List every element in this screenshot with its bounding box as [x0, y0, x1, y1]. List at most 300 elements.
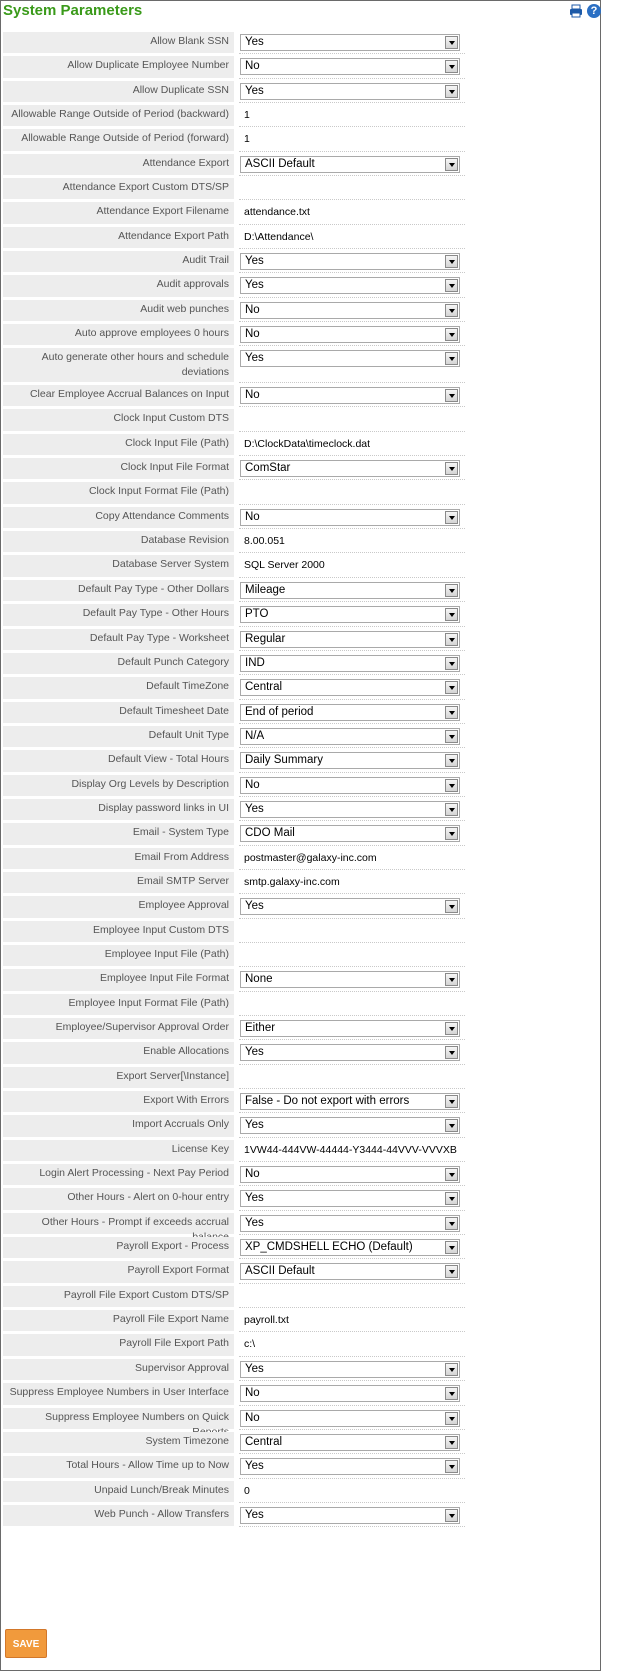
selected-value: No — [245, 510, 260, 523]
selected-value: No — [245, 60, 260, 73]
parameter-row — [2, 177, 600, 201]
selected-value: No — [245, 1411, 260, 1424]
chevron-down-icon[interactable] — [445, 827, 458, 840]
parameter-label: Default Unit Type — [3, 726, 234, 747]
parameter-row — [2, 323, 600, 347]
selected-value: Yes — [245, 1119, 264, 1132]
parameter-label: Audit web punches — [3, 300, 234, 321]
row-divider — [239, 528, 465, 529]
parameter-row — [2, 55, 600, 79]
chevron-down-icon[interactable] — [445, 706, 458, 719]
parameter-row — [2, 104, 600, 128]
parameter-select[interactable] — [240, 728, 460, 745]
chevron-down-icon[interactable] — [445, 304, 458, 317]
row-divider — [239, 601, 465, 602]
parameter-select[interactable] — [240, 1117, 460, 1134]
parameter-select[interactable] — [240, 606, 460, 623]
parameter-row — [2, 1260, 600, 1284]
parameter-label: Audit approvals — [3, 275, 234, 296]
chevron-down-icon[interactable] — [445, 279, 458, 292]
parameter-value: 1 — [244, 109, 250, 122]
selected-value: N/A — [245, 729, 265, 742]
parameter-select[interactable] — [240, 1361, 460, 1378]
selected-value: No — [245, 1387, 260, 1400]
parameter-label: Enable Allocations — [3, 1042, 234, 1063]
row-divider — [239, 1088, 465, 1089]
selected-value: Yes — [245, 1460, 264, 1473]
row-divider — [239, 772, 465, 773]
parameter-select[interactable] — [240, 971, 460, 988]
parameter-label: Suppress Employee Numbers in User Interface — [3, 1383, 234, 1404]
row-divider — [239, 53, 465, 54]
selected-value: ASCII Default — [245, 1265, 315, 1278]
parameter-label: Allowable Range Outside of Period (forward) — [3, 129, 234, 150]
selected-value: No — [245, 389, 260, 402]
parameter-label: Database Revision — [3, 531, 234, 552]
chevron-down-icon[interactable] — [445, 1168, 458, 1181]
row-divider — [239, 345, 465, 346]
parameter-select[interactable] — [240, 1020, 460, 1037]
row-divider — [239, 175, 465, 176]
row-divider — [239, 1137, 465, 1138]
parameter-label: Payroll Export - Process — [3, 1237, 234, 1258]
parameter-label: Email SMTP Server — [3, 872, 234, 893]
parameter-row — [2, 250, 600, 274]
parameter-label: Employee Input File (Path) — [3, 945, 234, 966]
parameter-value: smtp.galaxy-inc.com — [244, 875, 340, 888]
row-divider — [239, 1258, 465, 1259]
row-divider — [239, 126, 465, 127]
parameter-row — [2, 725, 600, 749]
row-divider — [239, 674, 465, 675]
parameter-row — [2, 408, 600, 432]
chevron-down-icon[interactable] — [445, 1217, 458, 1230]
parameter-label: Export With Errors — [3, 1091, 234, 1112]
row-divider — [239, 552, 465, 553]
parameter-label: Auto approve employees 0 hours — [3, 324, 234, 345]
row-divider — [239, 1283, 465, 1284]
parameter-label: Allow Duplicate SSN — [3, 81, 234, 102]
row-divider — [239, 297, 465, 298]
chevron-down-icon[interactable] — [445, 1387, 458, 1400]
parameter-row — [2, 299, 600, 323]
page-title: System Parameters — [3, 2, 143, 19]
parameter-row — [2, 1431, 600, 1455]
selected-value: Yes — [245, 84, 264, 97]
row-divider — [239, 1234, 465, 1235]
parameter-row — [2, 80, 600, 104]
selected-value: CDO Mail — [245, 827, 295, 840]
parameter-row — [2, 1236, 600, 1260]
parameter-label: Email From Address — [3, 848, 234, 869]
parameter-row — [2, 1017, 600, 1041]
parameter-row — [2, 506, 600, 530]
chevron-down-icon[interactable] — [445, 1046, 458, 1059]
row-divider — [239, 382, 465, 383]
row-divider — [239, 1356, 465, 1357]
chevron-down-icon[interactable] — [445, 85, 458, 98]
parameter-row — [2, 1041, 600, 1065]
selected-value: Daily Summary — [245, 754, 323, 767]
parameter-row — [2, 749, 600, 773]
parameter-row — [2, 774, 600, 798]
parameter-select[interactable] — [240, 1044, 460, 1061]
row-divider — [239, 942, 465, 943]
selected-value: Central — [245, 681, 283, 694]
row-divider — [239, 102, 465, 103]
row-divider — [239, 796, 465, 797]
chevron-down-icon[interactable] — [445, 584, 458, 597]
parameter-label: Default Punch Category — [3, 653, 234, 674]
row-divider — [239, 1161, 465, 1162]
parameter-row — [2, 871, 600, 895]
parameter-value: c:\ — [244, 1338, 256, 1351]
parameter-row — [2, 1066, 600, 1090]
parameter-label: Clock Input Custom DTS — [3, 409, 234, 430]
row-divider — [239, 78, 465, 79]
selected-value: No — [245, 1168, 260, 1181]
parameter-row — [2, 628, 600, 652]
selected-value: ComStar — [245, 462, 291, 475]
chevron-down-icon[interactable] — [445, 657, 458, 670]
row-divider — [239, 151, 465, 152]
selected-value: PTO — [245, 608, 269, 621]
parameter-value: postmaster@galaxy-inc.com — [244, 851, 377, 864]
parameter-label: Email - System Type — [3, 823, 234, 844]
chevron-down-icon[interactable] — [445, 1095, 458, 1108]
parameter-label: Clock Input Format File (Path) — [3, 482, 234, 503]
selected-value: Yes — [245, 1046, 264, 1059]
parameter-select[interactable] — [240, 679, 460, 696]
row-divider — [239, 626, 465, 627]
parameter-label: Export Server[\Instance] — [3, 1067, 234, 1088]
row-divider — [239, 272, 465, 273]
row-divider — [239, 869, 465, 870]
row-divider — [239, 723, 465, 724]
parameter-select[interactable] — [240, 825, 460, 842]
parameter-row — [2, 128, 600, 152]
row-divider — [239, 431, 465, 432]
row-divider — [239, 1502, 465, 1503]
chevron-down-icon[interactable] — [445, 1192, 458, 1205]
parameter-row — [2, 1455, 600, 1479]
row-divider — [239, 577, 465, 578]
parameter-label: Employee Approval — [3, 896, 234, 917]
parameter-select[interactable] — [240, 387, 460, 404]
selected-value: Yes — [245, 1192, 264, 1205]
row-divider — [239, 1307, 465, 1308]
parameter-select[interactable] — [240, 326, 460, 343]
parameter-label: Payroll File Export Path — [3, 1334, 234, 1355]
row-divider — [239, 1185, 465, 1186]
parameter-select[interactable] — [240, 1190, 460, 1207]
parameter-label: Total Hours - Allow Time up to Now — [3, 1456, 234, 1477]
parameter-label: Default Timesheet Date — [3, 702, 234, 723]
parameter-select[interactable] — [240, 1093, 460, 1110]
chevron-down-icon[interactable] — [445, 900, 458, 913]
row-divider — [239, 1380, 465, 1381]
chevron-down-icon[interactable] — [445, 352, 458, 365]
parameter-value: SQL Server 2000 — [244, 559, 325, 572]
parameter-row — [2, 920, 600, 944]
parameter-row — [2, 1309, 600, 1333]
parameter-select[interactable] — [240, 156, 460, 173]
parameter-row — [2, 1212, 600, 1236]
chevron-down-icon[interactable] — [445, 328, 458, 341]
parameter-row — [2, 1504, 600, 1528]
parameter-row — [2, 798, 600, 822]
parameters-list — [2, 31, 600, 1528]
parameter-row — [2, 944, 600, 968]
parameter-label: Clock Input File Format — [3, 458, 234, 479]
parameter-row — [2, 1114, 600, 1138]
parameter-value: 1VW44-444VW-44444-Y3444-44VVV-VVVXB — [244, 1143, 457, 1156]
save-button[interactable]: SAVE — [5, 1629, 47, 1658]
parameter-select[interactable] — [240, 1458, 460, 1475]
selected-value: XP_CMDSHELL ECHO (Default) — [245, 1241, 413, 1254]
parameter-row — [2, 822, 600, 846]
chevron-down-icon[interactable] — [445, 779, 458, 792]
parameter-value: payroll.txt — [244, 1314, 289, 1327]
selected-value: Yes — [245, 1508, 264, 1521]
row-divider — [239, 248, 465, 249]
parameter-label: Other Hours - Prompt if exceeds accrual — [3, 1213, 234, 1234]
chevron-down-icon[interactable] — [445, 633, 458, 646]
parameter-select[interactable] — [240, 1507, 460, 1524]
row-divider — [239, 1039, 465, 1040]
parameter-row — [2, 1333, 600, 1357]
parameter-select[interactable] — [240, 350, 460, 367]
selected-value: Central — [245, 1435, 283, 1448]
parameter-row — [2, 1163, 600, 1187]
parameter-select[interactable] — [240, 801, 460, 818]
parameter-row — [2, 274, 600, 298]
parameter-label: Supervisor Approval — [3, 1359, 234, 1380]
parameter-select[interactable] — [240, 898, 460, 915]
selected-value: End of period — [245, 705, 314, 718]
row-divider — [239, 1015, 465, 1016]
parameter-label: System Timezone — [3, 1432, 234, 1453]
parameter-select[interactable] — [240, 1263, 460, 1280]
parameter-label: Display Org Levels by Description — [3, 775, 234, 796]
chevron-down-icon[interactable] — [445, 608, 458, 621]
parameter-label: Payroll Export Format — [3, 1261, 234, 1282]
parameter-select[interactable] — [240, 1166, 460, 1183]
selected-value: ASCII Default — [245, 157, 315, 170]
parameter-select[interactable] — [240, 253, 460, 270]
parameter-select[interactable] — [240, 777, 460, 794]
parameter-label: Suppress Employee Numbers on Quick — [3, 1408, 234, 1429]
chevron-down-icon[interactable] — [445, 973, 458, 986]
row-divider — [239, 504, 465, 505]
parameter-label: Auto generate other hours and schedule deviations — [3, 348, 234, 382]
parameter-value: 0 — [244, 1484, 250, 1497]
parameter-label: License Key — [3, 1140, 234, 1161]
parameter-label: Login Alert Processing - Next Pay Period — [3, 1164, 234, 1185]
parameter-select[interactable] — [240, 752, 460, 769]
parameter-select[interactable] — [240, 1239, 460, 1256]
parameter-select[interactable] — [240, 1215, 460, 1232]
chevron-down-icon[interactable] — [445, 754, 458, 767]
parameter-label: Payroll File Export Name — [3, 1310, 234, 1331]
selected-value: Yes — [245, 352, 264, 365]
parameter-select[interactable] — [240, 509, 460, 526]
parameter-label: Employee Input Custom DTS — [3, 921, 234, 942]
row-divider — [239, 479, 465, 480]
parameter-select[interactable] — [240, 302, 460, 319]
row-divider — [239, 747, 465, 748]
parameter-label: Attendance Export Filename — [3, 202, 234, 223]
parameter-row — [2, 201, 600, 225]
parameter-value: attendance.txt — [244, 206, 310, 219]
row-divider — [239, 1331, 465, 1332]
parameter-row — [2, 579, 600, 603]
print-icon[interactable] — [569, 4, 583, 18]
row-divider — [239, 650, 465, 651]
parameter-select[interactable] — [240, 631, 460, 648]
chevron-down-icon[interactable] — [445, 1436, 458, 1449]
chevron-down-icon[interactable] — [445, 511, 458, 524]
parameter-value: 8.00.051 — [244, 535, 285, 548]
selected-value: No — [245, 303, 260, 316]
selected-value: Regular — [245, 632, 286, 645]
row-divider — [239, 1112, 465, 1113]
parameter-row — [2, 1285, 600, 1309]
row-divider — [239, 1478, 465, 1479]
parameter-label: Attendance Export Path — [3, 227, 234, 248]
row-divider — [239, 699, 465, 700]
row-divider — [239, 991, 465, 992]
parameter-row — [2, 31, 600, 55]
parameter-select[interactable] — [240, 1434, 460, 1451]
parameter-label: Display password links in UI — [3, 799, 234, 820]
parameter-select[interactable] — [240, 34, 460, 51]
parameter-label: Default Pay Type - Other Hours — [3, 604, 234, 625]
chevron-down-icon[interactable] — [445, 1241, 458, 1254]
parameter-select[interactable] — [240, 1385, 460, 1402]
selected-value: IND — [245, 656, 265, 669]
selected-value: Yes — [245, 255, 264, 268]
chevron-down-icon[interactable] — [445, 1022, 458, 1035]
parameter-label: Employee Input Format File (Path) — [3, 994, 234, 1015]
parameter-row — [2, 433, 600, 457]
parameter-select[interactable] — [240, 83, 460, 100]
parameter-row — [2, 676, 600, 700]
parameter-row — [2, 652, 600, 676]
parameter-row — [2, 895, 600, 919]
row-divider — [239, 1453, 465, 1454]
parameter-row — [2, 1407, 600, 1431]
chevron-down-icon[interactable] — [445, 1460, 458, 1473]
parameter-label: Audit Trail — [3, 251, 234, 272]
parameter-label: Clock Input File (Path) — [3, 434, 234, 455]
parameter-row — [2, 1358, 600, 1382]
parameter-label: Payroll File Export Custom DTS/SP — [3, 1286, 234, 1307]
parameter-select[interactable] — [240, 582, 460, 599]
parameter-row — [2, 603, 600, 627]
parameter-select[interactable] — [240, 58, 460, 75]
parameter-select[interactable] — [240, 1410, 460, 1427]
parameter-row — [2, 226, 600, 250]
selected-value: None — [245, 973, 273, 986]
row-divider — [239, 455, 465, 456]
parameter-row — [2, 347, 600, 384]
row-divider — [239, 893, 465, 894]
parameter-label: Employee/Supervisor Approval Order — [3, 1018, 234, 1039]
chevron-down-icon[interactable] — [445, 1412, 458, 1425]
parameter-label: Attendance Export Custom DTS/SP — [3, 178, 234, 199]
row-divider — [239, 1064, 465, 1065]
chevron-down-icon[interactable] — [445, 158, 458, 171]
chevron-down-icon[interactable] — [445, 1509, 458, 1522]
chevron-down-icon[interactable] — [445, 1363, 458, 1376]
parameter-row — [2, 1382, 600, 1406]
parameter-label: Default View - Total Hours — [3, 750, 234, 771]
selected-value: Yes — [245, 1216, 264, 1229]
parameter-label: Web Punch - Allow Transfers — [3, 1505, 234, 1526]
parameter-row — [2, 1187, 600, 1211]
parameter-row — [2, 701, 600, 725]
parameter-label: Default TimeZone — [3, 677, 234, 698]
selected-value: Mileage — [245, 583, 286, 596]
parameter-select[interactable] — [240, 704, 460, 721]
selected-value: Yes — [245, 36, 264, 48]
parameter-row — [2, 993, 600, 1017]
parameter-value: D:\Attendance\ — [244, 230, 314, 243]
parameter-label: Allowable Range Outside of Period (backward) — [3, 105, 234, 126]
chevron-down-icon[interactable] — [445, 681, 458, 694]
parameter-row — [2, 1139, 600, 1163]
parameter-label: Default Pay Type - Worksheet — [3, 629, 234, 650]
parameter-row — [2, 1090, 600, 1114]
row-divider — [239, 1429, 465, 1430]
parameter-row — [2, 153, 600, 177]
chevron-down-icon[interactable] — [445, 60, 458, 73]
chevron-down-icon[interactable] — [445, 255, 458, 268]
chevron-down-icon[interactable] — [445, 462, 458, 475]
parameter-label: Import Accruals Only — [3, 1115, 234, 1136]
selected-value: Either — [245, 1022, 276, 1034]
parameter-row — [2, 968, 600, 992]
parameter-value: 1 — [244, 133, 250, 146]
selected-value: Yes — [245, 802, 264, 815]
row-divider — [239, 199, 465, 200]
parameter-label: Database Server System — [3, 555, 234, 576]
parameter-select[interactable] — [240, 277, 460, 294]
chevron-down-icon[interactable] — [445, 803, 458, 816]
parameter-select[interactable] — [240, 655, 460, 672]
parameter-select[interactable] — [240, 460, 460, 477]
chevron-down-icon[interactable] — [445, 1119, 458, 1132]
row-divider — [239, 820, 465, 821]
parameter-label: Allow Blank SSN — [3, 32, 234, 53]
chevron-down-icon[interactable] — [445, 1265, 458, 1278]
selected-value: Yes — [245, 1362, 264, 1375]
row-divider — [239, 1405, 465, 1406]
chevron-down-icon[interactable] — [445, 389, 458, 402]
parameter-row — [2, 1480, 600, 1504]
parameter-label: Other Hours - Alert on 0-hour entry — [3, 1188, 234, 1209]
row-divider — [239, 845, 465, 846]
parameter-row — [2, 847, 600, 871]
chevron-down-icon[interactable] — [445, 36, 458, 49]
help-icon[interactable]: ? — [587, 4, 601, 18]
row-divider — [239, 321, 465, 322]
parameter-label: Attendance Export — [3, 154, 234, 175]
chevron-down-icon[interactable] — [445, 730, 458, 743]
parameter-value: D:\ClockData\timeclock.dat — [244, 437, 371, 450]
row-divider — [239, 966, 465, 967]
